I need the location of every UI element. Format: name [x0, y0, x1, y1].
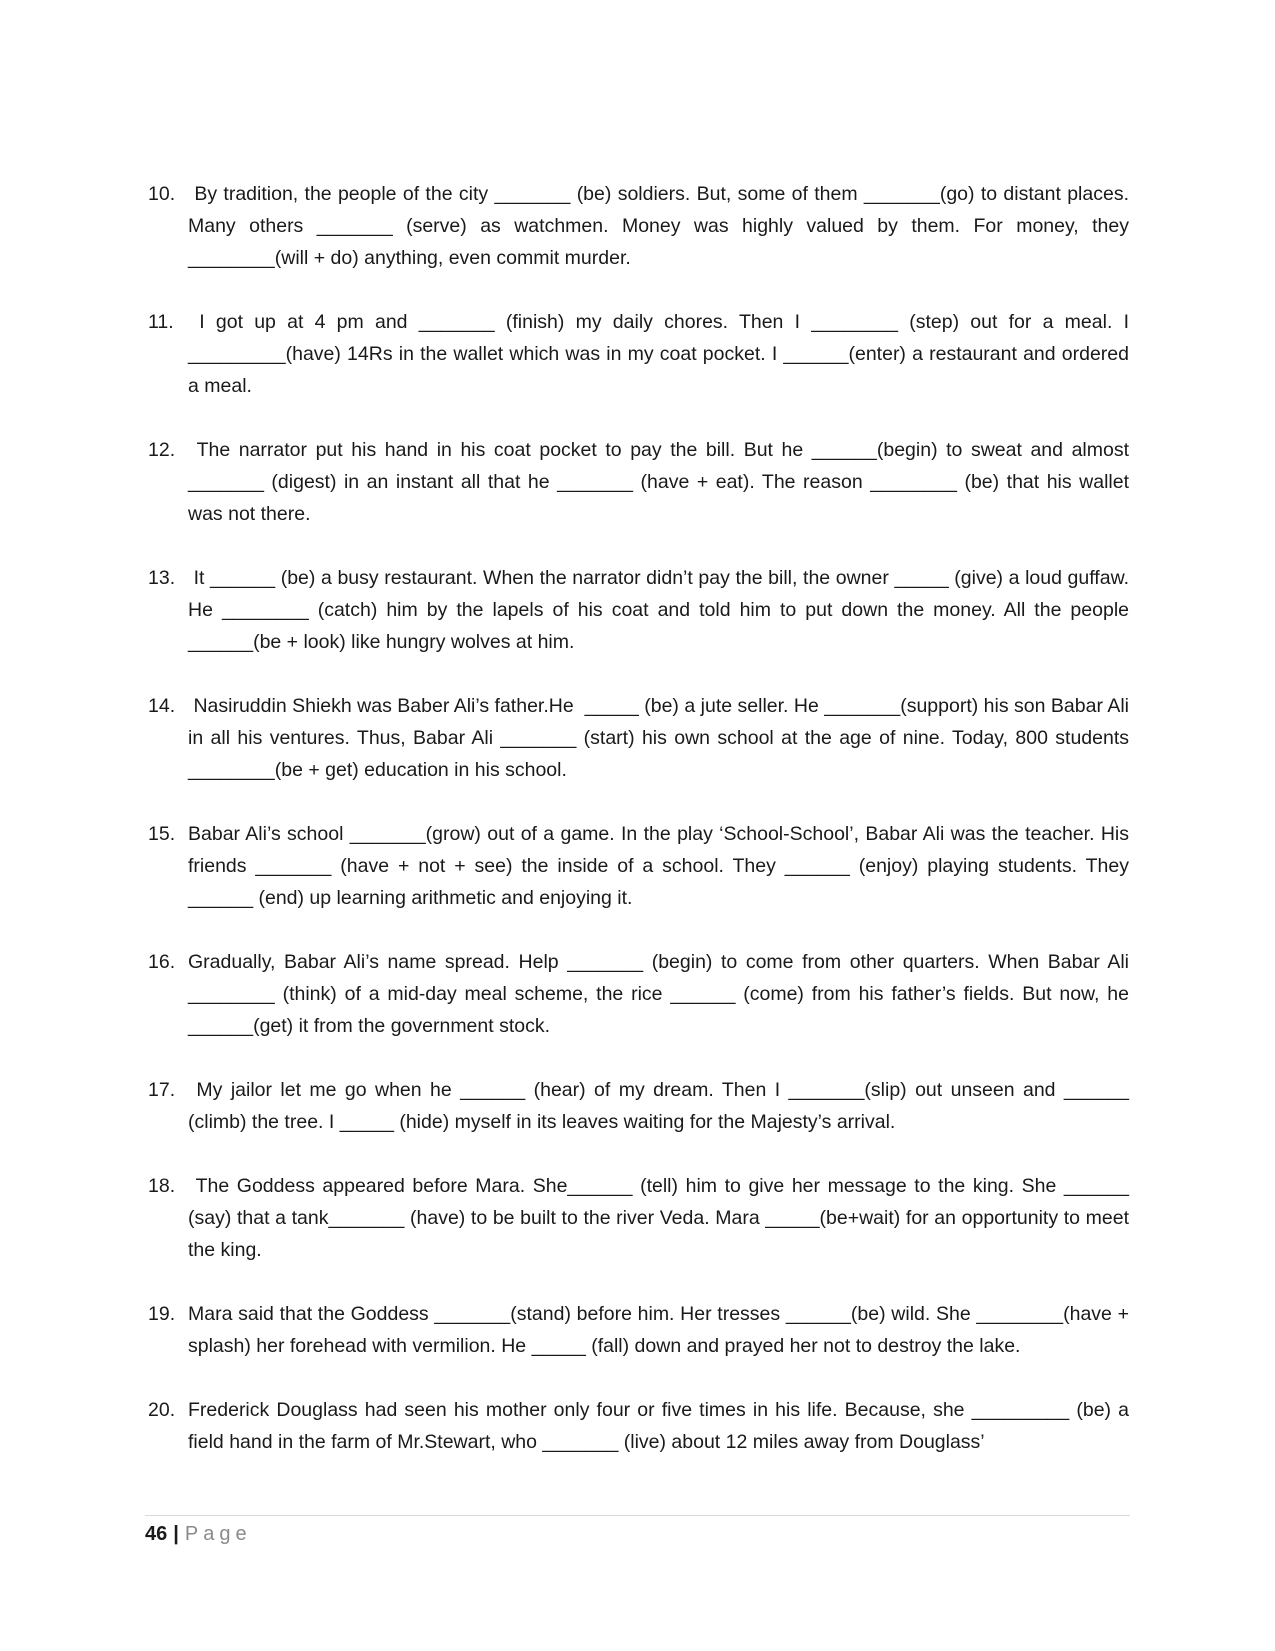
exercise-item-11 — [148, 306, 1135, 402]
item-number: 12. — [148, 439, 176, 461]
exercise-item-19 — [148, 1298, 1135, 1362]
exercise-item-13 — [148, 562, 1135, 658]
item-text: It ______ (be) a busy restaurant. When the narrator didn’t pay the bill, the owner _____ (give) a loud guffaw. He ________ (catch) him by the lapels of his coat and told him to put down the money. All the people ______(be + look) like hungry wolves at him. — [188, 567, 1135, 653]
exercise-item-17 — [148, 1074, 1135, 1138]
item-number: 13. — [148, 567, 176, 589]
page-label: Page — [184, 1523, 252, 1545]
item-text: Mara said that the Goddess _______(stand) before him. Her tresses ______(be) wild. She ________(have + splash) her forehead with vermilion. He _____ (fall) down and prayed her not to destroy the lake. — [188, 1303, 1135, 1357]
exercise-item-14 — [148, 690, 1135, 786]
item-text: I got up at 4 pm and _______ (finish) my daily chores. Then I ________ (step) out for a meal. I _________(have) 14Rs in the wallet which was in my coat pocket. I ______(enter) a restaurant and ordered a meal. — [188, 311, 1135, 397]
exercise-item-20 — [148, 1394, 1135, 1458]
item-text: Babar Ali’s school _______(grow) out of a game. In the play ‘School-School’, Babar Ali was the teacher. His friends _______ (have + not + see) the inside of a school. They ______ (enjoy) playing students. They ______ (end) up learning arithmetic and enjoying it. — [188, 823, 1135, 909]
item-number: 20. — [148, 1399, 176, 1421]
item-number: 16. — [148, 951, 176, 973]
exercise-item-15 — [148, 818, 1135, 914]
item-number: 15. — [148, 823, 176, 845]
item-number: 14. — [148, 695, 176, 717]
item-number: 19. — [148, 1303, 176, 1325]
exercise-item-12 — [148, 434, 1135, 530]
item-text: Frederick Douglass had seen his mother only four or five times in his life. Because, she _________ (be) a field hand in the farm of Mr.Stewart, who _______ (live) about 12 miles away from Douglass’ — [188, 1399, 1135, 1453]
item-number: 17. — [148, 1079, 176, 1101]
exercise-item-10 — [148, 178, 1135, 274]
item-text: By tradition, the people of the city _______ (be) soldiers. But, some of them _______(go) to distant places. Many others _______ (serve) as watchmen. Money was highly valued by them. For money, they ________(will + do) anything, even commit murder. — [188, 183, 1135, 269]
footer-separator: | — [173, 1523, 179, 1545]
item-text: The narrator put his hand in his coat pocket to pay the bill. But he ______(begin) to sweat and almost _______ (digest) in an instant all that he _______ (have + eat). The reason ________ (be) that his wallet was not there. — [188, 439, 1135, 525]
page-number: 46 — [145, 1523, 168, 1545]
item-text: Nasiruddin Shiekh was Baber Ali’s father.He _____ (be) a jute seller. He _______(support) his son Babar Ali in all his ventures. Thus, Babar Ali _______ (start) his own school at the age of nine. Today, 800 students ________(be + get) education in his school. — [188, 695, 1135, 781]
exercise-list — [148, 178, 1135, 1490]
exercise-item-18 — [148, 1170, 1135, 1266]
item-number: 10. — [148, 183, 176, 205]
item-text: The Goddess appeared before Mara. She______ (tell) him to give her message to the king. She ______ (say) that a tank_______ (have) to be built to the river Veda. Mara _____(be+wait) for an opportunity to meet the king. — [188, 1175, 1135, 1261]
item-number: 18. — [148, 1175, 176, 1197]
item-number: 11. — [148, 311, 174, 333]
item-text: Gradually, Babar Ali’s name spread. Help _______ (begin) to come from other quarters. When Babar Ali ________ (think) of a mid-day meal scheme, the rice ______ (come) from his father’s fields. But now, he ______(get) it from the government stock. — [188, 951, 1135, 1037]
page-footer — [145, 1515, 1130, 1550]
item-text: My jailor let me go when he ______ (hear) of my dream. Then I _______(slip) out unseen and ______ (climb) the tree. I _____ (hide) myself in its leaves waiting for the Majesty’s arrival. — [188, 1079, 1135, 1133]
exercise-item-16 — [148, 946, 1135, 1042]
